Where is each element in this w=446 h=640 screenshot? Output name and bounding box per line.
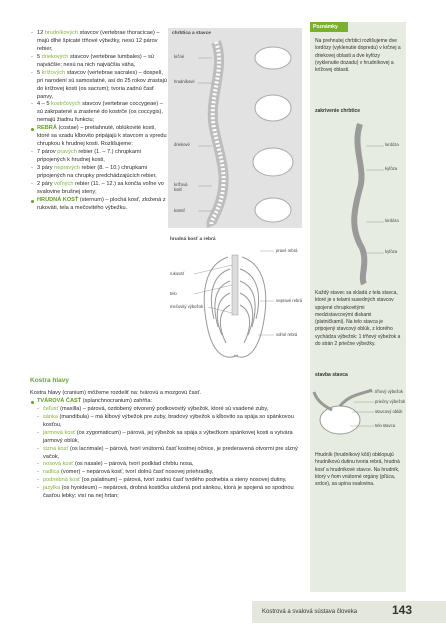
list-item: - 7 párov pravých rebier (1. – 7.) chrupkami pripojených k hrudnej kosti, — [30, 149, 168, 165]
list-item: - 5 driekových stavcov (vertebrae lumbales) – sú najväčšie; nesú na nich najväčšia váha, — [30, 54, 168, 70]
page-number: 143 — [392, 603, 413, 617]
spine-illustration — [168, 28, 302, 228]
list-item: - sánka (mandibula) – má kĺbový výbežok pre zuby, bradový výbežok a kĺbovito sa spája so spánkovou kosťou, — [36, 414, 302, 430]
list-item: HRUDNÁ KOSŤ (sternum) – plochá kosť, zložená z rukoväti, tela a mečovitého výbežku. — [30, 197, 168, 213]
vertebra-label-spinous: tŕňový výbežok — [375, 389, 403, 394]
intro-paragraph: Kostra hlavy (cranium) môžeme rozdeliť na: tvárovú a mozgovú časť. — [30, 390, 202, 396]
list-item: - 12 hrudníkových stavcov (vertebrae thoracicae) – majú dlhé špicaté tŕňové výbežky, nesú 12 párov rebier, — [30, 30, 168, 54]
spine-label-lumbar: driekové — [174, 142, 190, 147]
notes-heading-bar — [310, 22, 348, 32]
notes-heading: Poznámky — [313, 24, 338, 30]
spine-label-sacrum: krížová kosť — [174, 182, 188, 192]
spine-figure-title: chrbtica a stavce — [172, 31, 211, 36]
notes-paragraph-1: Na prehnutej chrbtici rozlišujeme dve lordózy (vyklenutie dopredu) v krčnej a driekovej oblasti a dve kyfózy (vyklenutie dozadu) v hrudníkovej a krížovej oblasti. — [315, 38, 401, 73]
curvature-label-kyphosis-1: kyfóza — [385, 166, 398, 171]
list-item: - jazylka (os hyoideum) – nepárová, drobná kostička uložená pod sánkou, ktorá je spojená so spodnou časťou lebky; visí na nej hrtan; — [36, 485, 302, 501]
list-item: - 4 – 5 kostrčových stavcov (vertebrae coccygeae) – sú zakrpatené a zrastené do kostrče (os coccygis), nemajú žiadnu funkciu; — [30, 101, 168, 125]
vertebra-label-transverse: priečny výbežok — [375, 399, 406, 404]
list-item: - 2 páry voľných rebier (11. – 12.) sa končia voľne vo svalovine brušnej steny; — [30, 181, 168, 197]
lower-text — [30, 390, 302, 501]
curvature-label-lordosis-1: lordóza — [385, 142, 399, 147]
chest-label-floating-ribs: voľné rebrá — [276, 332, 298, 337]
chest-label-body: telo — [170, 291, 177, 296]
list-item: - radlica (vomer) – nepárová kosť, tvorí dolnú časť nosovej priehradky, — [36, 469, 302, 477]
spine-figure — [168, 28, 302, 228]
list-item: TVÁROVÁ ČASŤ (splanchnocranium) zahŕňa: — [30, 398, 302, 406]
notes-paragraph-2: Každý stavec sa skladá z tela stavca, ktoré je s telami susedných stavcov spojené chrupkovitými medzistavcovými diskami (platničkami). Na telo stavca je pripojený stavcový oblúk, z ktorého vychádza výbežok: 1 tŕňový výbežok a do strán 2 priečne výbežky. — [315, 290, 401, 347]
chest-label-manubrium: rukoväť — [170, 271, 185, 276]
chest-label-xiphoid: mečovitý výbežok — [170, 304, 204, 309]
list-item: - 5 krížových stavcov (vertebrae sacrales) – dospelí, pri narodení sú samostatné, asi do 25 rokov zrastajú do krížovej kosti (os sacrum); tvoria zadnú časť panvy, — [30, 70, 168, 102]
curvature-figure-title: zakrivenie chrbtice — [315, 108, 361, 114]
spine-label-thoracic: hrudníkové — [174, 79, 195, 84]
list-item: - 3 páry nepravých rebier (8. – 10.) chrupkami pripojených na chrupky predchádzajúcich rebier, — [30, 165, 168, 181]
curvature-label-lordosis-2: lordóza — [385, 218, 399, 223]
list-item: - slzná kosť (os lacrimale) – párová, tvorí vnútornú časť kostnej očnice, je prederavená otvormi pre slzný vačok, — [36, 446, 302, 462]
list-item: REBRÁ (costae) – pretiahnuté, oblúkovité kosti, ktoré sa vzadu kĺbovito pripájajú k stavcom a vpredu chrupkou k hrudnej kosti. Rozlišujeme: — [30, 125, 168, 149]
notes-sidebar — [310, 22, 406, 592]
vertebra-figure-title: stavba stavca — [315, 372, 348, 378]
skull-list — [30, 406, 302, 501]
spine-label-cervical: krčné — [174, 54, 185, 59]
vertebra-label-arch: stavcový oblúk — [375, 409, 403, 414]
chest-label-true-ribs: pravé rebrá — [276, 248, 298, 253]
chest-figure-title: hrudná kosť a rebrá — [170, 237, 216, 242]
notes-paragraph-3: Hrudník (hrudníkový kôš) obklopujú hrudníkovú dutinu tvoria rebrá, hrudná kosť a hrudníkové stavce. Na hrudník, ktorý v ňom vnútorné orgány (pľúca, srdce), sa upína svalovina. — [315, 452, 400, 487]
list-item: - podnebná kosť (os palatinum) – párová, tvorí zadnú časť tvrdého podnebia a steny nosovej dutiny, — [36, 477, 302, 485]
vertebra-label-body: telo stavca — [375, 423, 396, 428]
list-item: - nosová kosť (os nasale) – párová, tvorí podklad chrbtu nosa, — [36, 461, 302, 469]
list-item: - jarmová kosť (os zygomaticum) – párová, jej výbežok sa spája s výbežkom spánkovej kosti a vytvára jarmový oblúk, — [36, 430, 302, 446]
chest-label-false-ribs: nepravé rebrá — [276, 298, 303, 303]
curvature-label-kyphosis-2: kyfóza — [385, 249, 398, 254]
footer-title: Kostrová a svalová sústava človeka — [262, 609, 358, 615]
section-heading: Kostra hlavy — [30, 377, 70, 384]
spine-label-coccyx: kostrč — [174, 208, 186, 213]
chest-figure — [168, 235, 302, 375]
list-item: - čeľusť (maxilla) – párová, ozdobený otvorený podkovovitý výbežok, ktoré sú vsadené zuby, — [36, 406, 302, 414]
left-column — [30, 30, 168, 213]
